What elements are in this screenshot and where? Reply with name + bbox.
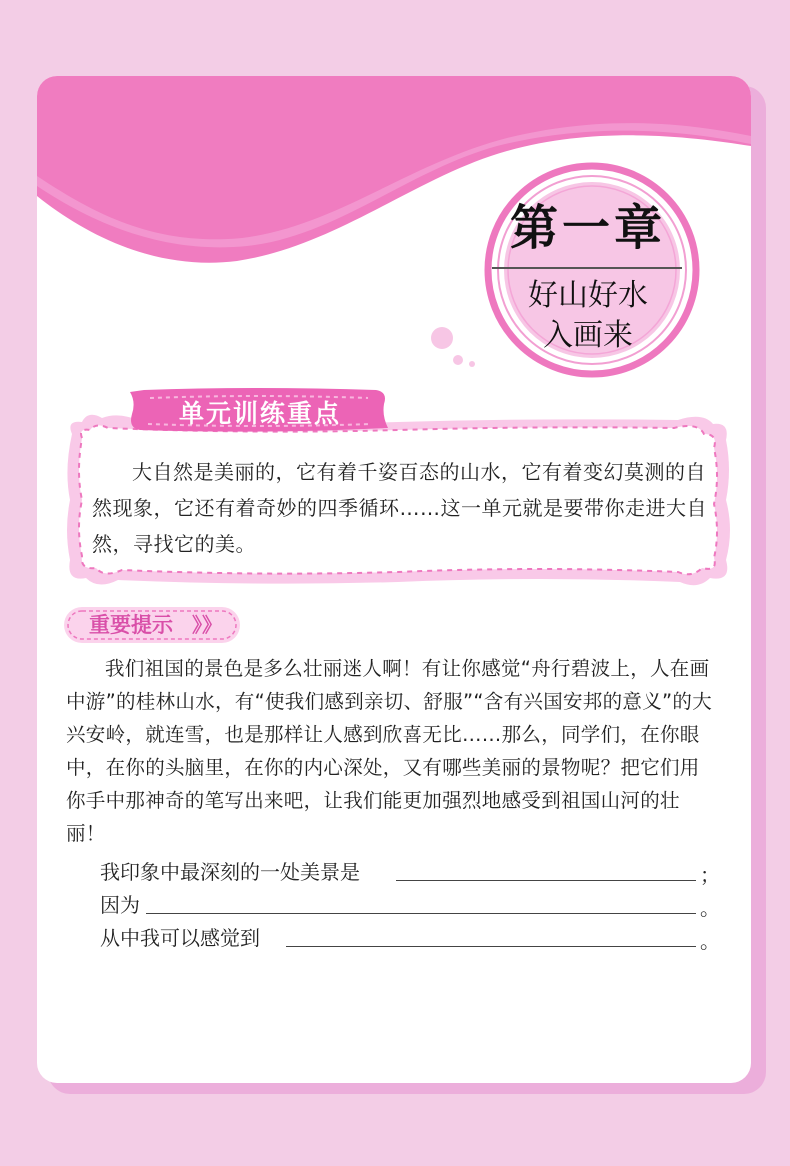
bubble-dots: [420, 320, 490, 370]
blank-line-3[interactable]: [286, 946, 696, 947]
fill-row-1: [100, 857, 360, 887]
fill-prompt-1: 我印象中最深刻的一处美景是: [100, 860, 360, 884]
fill-prompt-3: 从中我可以感觉到: [100, 926, 260, 950]
tip-label: 重要提示: [89, 613, 173, 637]
fill-end-1: ；: [700, 863, 720, 887]
chapter-title: 第一章: [509, 200, 666, 256]
subtitle-line-1: 好山好水: [528, 278, 648, 313]
fill-row-2: [100, 890, 140, 920]
fill-end-3: 。: [700, 929, 720, 953]
fill-end-2: 。: [700, 896, 720, 920]
focus-label: 单元训练重点: [178, 399, 341, 428]
fill-row-3: [100, 923, 260, 953]
chapter-subtitle: [498, 276, 678, 356]
blank-line-1[interactable]: [396, 880, 696, 881]
blank-line-2[interactable]: [146, 913, 696, 914]
subtitle-line-2: 入画来: [543, 318, 633, 353]
focus-paragraph: 大自然是美丽的，它有着千姿百态的山水，它有着变幻莫测的自然现象，它还有着奇妙的四季循环……这一单元就是要带你走进大自然，寻找它的美。: [92, 460, 707, 556]
fill-prompt-2: 因为: [100, 893, 140, 917]
tip-text: [66, 652, 716, 850]
tip-paragraph: 我们祖国的景色是多么壮丽迷人啊！有让你感觉“舟行碧波上，人在画中游”的桂林山水，有“使我们感到亲切、舒服”“含有兴国安邦的意义”的大兴安岭，就连雪，也是那样让人感到欣喜无比……那么，同学们，在你眼中，在你的头脑里，在你的内心深处，又有哪些美丽的景物呢？把它们用你手中那神奇的笔写出来吧，让我们能更加强烈地感受到祖国山河的壮丽！: [66, 657, 713, 845]
chevrons-right-icon: 》》: [192, 613, 222, 637]
focus-text: [92, 454, 712, 562]
badge-divider: [492, 267, 682, 269]
